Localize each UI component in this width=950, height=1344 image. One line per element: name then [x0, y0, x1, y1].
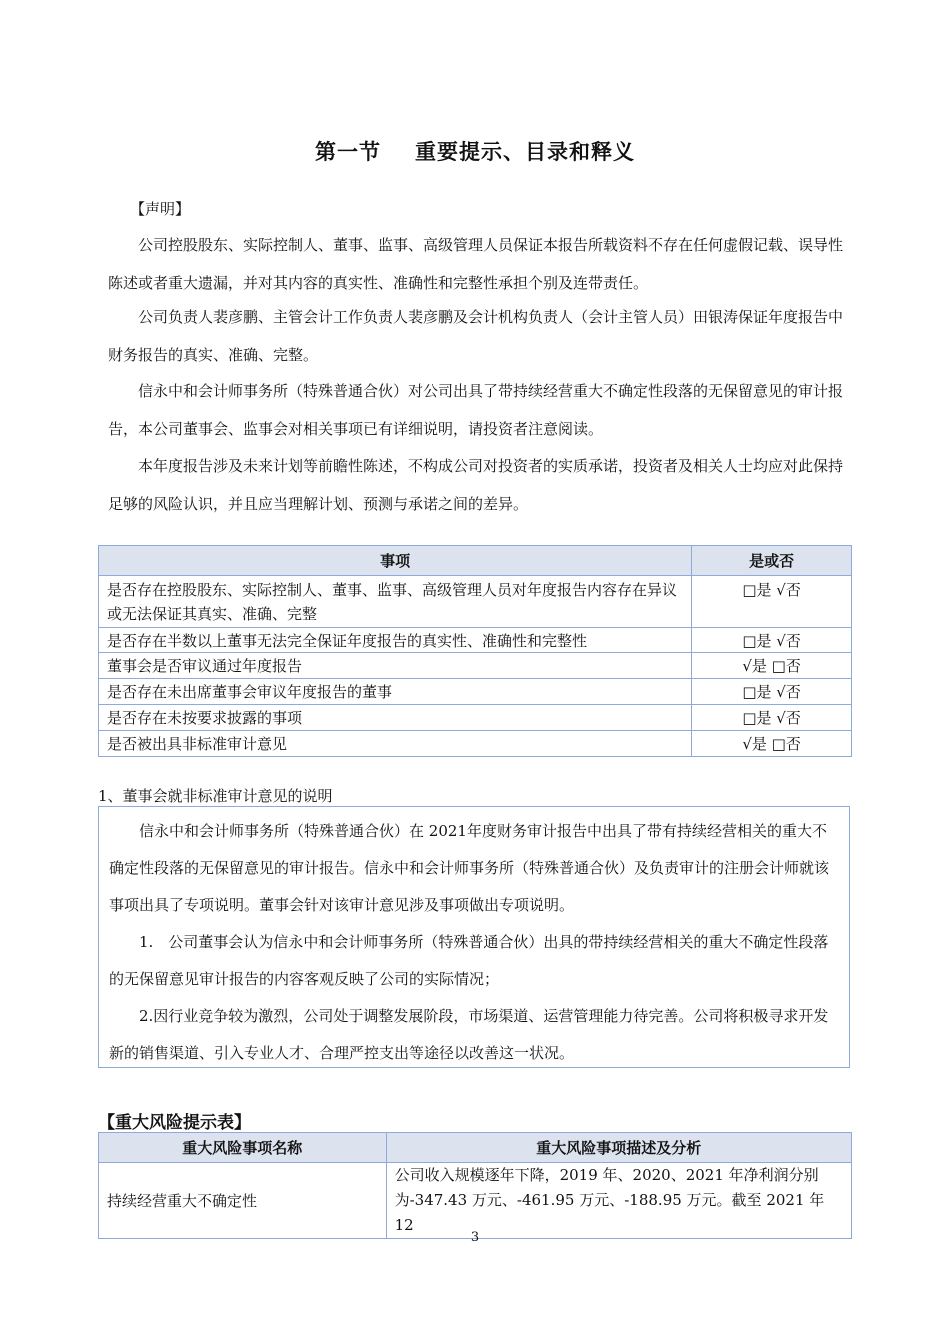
audit-paragraph: 1. 公司董事会认为信永中和会计师事务所（特殊普通合伙）出具的带持续经营相关的重大不确定性段落的无保留意见审计报告的内容客观反映了公司的实际情况； [109, 933, 829, 988]
audit-explanation-box [98, 806, 850, 1068]
matter-item: 是否被出具非标准审计意见 [99, 731, 692, 757]
matter-answer: □是 √否 [692, 705, 852, 731]
matter-answer: □是 √否 [692, 679, 852, 705]
risk-table [98, 1132, 852, 1239]
matters-header-answer: 是或否 [692, 546, 852, 576]
matter-item: 是否存在未出席董事会审议年度报告的董事 [99, 679, 692, 705]
table-row [99, 628, 852, 653]
paragraph-2: 公司负责人裴彦鹏、主管会计工作负责人裴彦鹏及会计机构负责人（会计主管人员）田银涛保证年度报告中财务报告的真实、准确、完整。 [108, 308, 844, 364]
risk-description: 公司收入规模逐年下降，2019 年、2020、2021 年净利润分别为-347.43 万元、-461.95 万元、-188.95 万元。截至 2021 年 12 [386, 1163, 851, 1239]
audit-paragraph: 信永中和会计师事务所（特殊普通合伙）在 2021年度财务审计报告中出具了带有持续经营相关的重大不确定性段落的无保留意见的审计报告。信永中和会计师事务所（特殊普通合伙）及负责审计的注册会计师就该事项出具了专项说明。董事会针对该审计意见涉及事项做出专项说明。 [109, 822, 830, 914]
section-title-text: 重要提示、目录和释义 [415, 140, 635, 164]
matter-item: 是否存在未按要求披露的事项 [99, 705, 692, 731]
matter-item: 是否存在控股股东、实际控制人、董事、监事、高级管理人员对年度报告内容存在异议或无法保证其真实、准确、完整 [99, 576, 692, 628]
risk-table-title: 【重大风险提示表】 [98, 1113, 251, 1133]
audit-paragraph: 2.因行业竞争较为激烈，公司处于调整发展阶段，市场渠道、运营管理能力待完善。公司将积极寻求开发新的销售渠道、引入专业人才、合理严控支出等途径以改善这一状况。 [109, 1007, 829, 1062]
matter-answer: √是 □否 [692, 653, 852, 679]
table-row [99, 653, 852, 679]
matter-answer: □是 √否 [692, 628, 852, 653]
paragraph-3: 信永中和会计师事务所（特殊普通合伙）对公司出具了带持续经营重大不确定性段落的无保留意见的审计报告，本公司董事会、监事会对相关事项已有详细说明，请投资者注意阅读。 [108, 382, 844, 438]
matters-table [98, 545, 852, 757]
section-title [0, 136, 950, 166]
matter-item: 是否存在半数以上董事无法完全保证年度报告的真实性、准确性和完整性 [99, 628, 692, 653]
table-row [99, 705, 852, 731]
risk-name: 持续经营重大不确定性 [99, 1163, 387, 1239]
page-number: 3 [470, 1230, 480, 1245]
paragraph-4: 本年度报告涉及未来计划等前瞻性陈述，不构成公司对投资者的实质承诺，投资者及相关人士均应对此保持足够的风险认识，并且应当理解计划、预测与承诺之间的差异。 [108, 457, 844, 513]
matter-answer: □是 √否 [692, 576, 852, 628]
paragraph-1: 公司控股股东、实际控制人、董事、监事、高级管理人员保证本报告所载资料不存在任何虚假记载、误导性陈述或者重大遗漏，并对其内容的真实性、准确性和完整性承担个别及连带责任。 [108, 236, 844, 292]
risk-header-description: 重大风险事项描述及分析 [386, 1133, 851, 1163]
matter-answer: √是 □否 [692, 731, 852, 757]
table-row [99, 1163, 852, 1239]
matters-header-item: 事项 [99, 546, 692, 576]
risk-header-name: 重大风险事项名称 [99, 1133, 387, 1163]
table-row [99, 576, 852, 628]
table-row [99, 731, 852, 757]
declaration-label: 【声明】 [130, 200, 191, 218]
section-title-number: 第一节 [315, 140, 381, 164]
matter-item: 董事会是否审议通过年度报告 [99, 653, 692, 679]
audit-section-label: 1、董事会就非标准审计意见的说明 [98, 787, 333, 805]
table-row [99, 679, 852, 705]
